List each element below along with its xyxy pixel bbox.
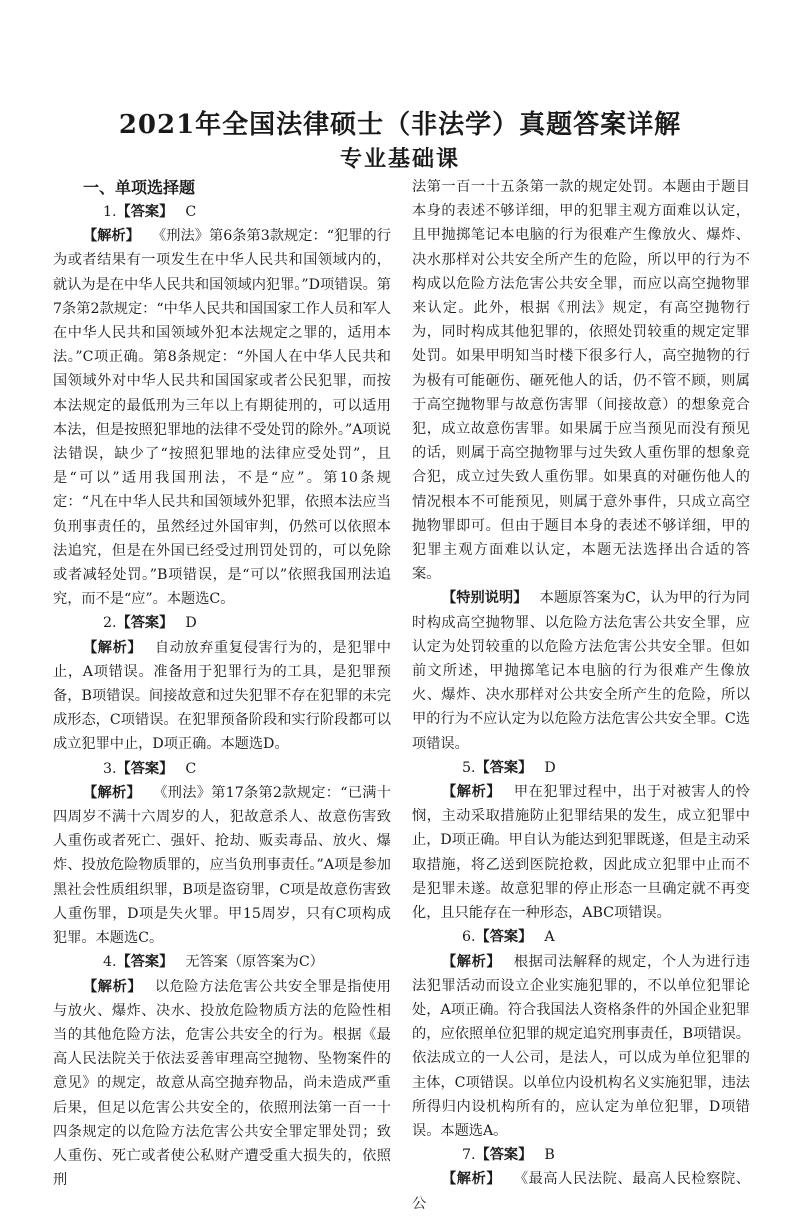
answer-label: 【答案】 xyxy=(475,759,533,776)
analysis-q3 xyxy=(53,781,391,950)
answer-line-q3 xyxy=(53,757,391,781)
answer-label: 【答案】 xyxy=(475,1147,533,1164)
analysis-label: 【解析】 xyxy=(83,978,143,995)
answer-line-q6 xyxy=(412,925,750,949)
analysis-text: 《最高人民法院、最高人民检察院、公 xyxy=(412,1171,750,1212)
analysis-text: 《刑法》第6条第3款规定：“犯罪的行为或者结果有一项发生在中华人民共和国领域内的，就认为是在中华人民共和国领域内犯罪。”D项错误。第7条第2款规定：“中华人民共和国国家工作人员和军人在中华人民共和国领域外犯本法规定之罪的，适用本法。”C项正确。第8条规定：“外国人在中华人民共和国领域外对中华人民共和国国家或者公民犯罪，而按本法规定的最低刑为三年以上有期徒刑的，可以适用本法，但是按照犯罪地的法律不受处罚的除外。”A项说法错误，缺少了“按照犯罪地的法律应受处罚”，且是“可以”适用我国刑法，不是“应”。第10条规定：“凡在中华人民共和国领域外犯罪，依照本法应当负刑事责任的，虽然经过外国审判，仍然可以依照本法追究，但是在外国已经受过刑罚处罚的，可以免除或者减轻处罚。”B项错误，是“可以”依照我国刑法追究，而不是“应”。本题选C。 xyxy=(53,228,391,608)
answer-label: 【答案】 xyxy=(116,954,174,971)
analysis-label: 【解析】 xyxy=(83,639,143,656)
answer-label: 【答案】 xyxy=(116,615,174,632)
analysis-q2 xyxy=(53,636,391,757)
answer-line-q5 xyxy=(412,756,750,780)
question-number: 5. xyxy=(462,759,476,776)
answer-value: D xyxy=(185,615,197,632)
analysis-label: 【解析】 xyxy=(442,784,502,801)
answer-value: A xyxy=(544,929,555,946)
right-column xyxy=(412,175,750,1216)
question-number: 2. xyxy=(103,615,117,632)
answer-line-q4 xyxy=(53,950,391,974)
question-number: 1. xyxy=(103,204,117,220)
analysis-label: 【解析】 xyxy=(442,1171,502,1188)
analysis-text: 以危险方法危害公共安全罪是指使用与放火、爆炸、决水、投放危险物质方法的危险性相当的其他危险方法，危害公共安全的行为。根据《最高人民法院关于依法妥善审理高空抛物、坠物案件的意见》的规定，故意从高空抛弃物品，尚未造成严重后果，但足以危害公共安全的，依照刑法第一百一十四条规定的以危险方法危害公共安全罪定罪处罚；致人重伤、死亡或者使公私财产遭受重大损失的，依照刑 xyxy=(53,978,391,1189)
answer-value: 无答案（原答案为C） xyxy=(185,954,324,971)
analysis-q7 xyxy=(412,1167,750,1215)
analysis-q4-part1 xyxy=(53,975,391,1193)
analysis-label: 【解析】 xyxy=(83,784,141,801)
special-text: 本题原答案为C，认为甲的行为同时构成高空抛物罪、以危险方法危害公共安全罪，应认定为处罚较重的以危险方法危害公共安全罪。但如前文所述，甲抛掷笔记本电脑的行为很难产生像放火、爆炸、决水那样对公共安全所产生的危险，所以甲的行为不应认定为以危险方法危害公共安全罪。C选项错误。 xyxy=(412,590,750,752)
analysis-text: 甲在犯罪过程中，出于对被害人的怜悯，主动采取措施防止犯罪结果的发生，成立犯罪中止，D项正确。甲自认为能达到犯罪既遂，但是主动采取措施，将乙送到医院抢救，因此成立犯罪中止而不是犯罪未遂。故意犯罪的停止形态一旦确定就不再变化，且只能存在一种形态，ABC项错误。 xyxy=(412,784,750,922)
answer-line-q2 xyxy=(53,611,391,635)
answer-value: C xyxy=(185,760,197,777)
page-subtitle: 专业基础课 xyxy=(339,146,460,172)
question-number: 6. xyxy=(462,929,476,946)
analysis-q5 xyxy=(412,780,750,925)
question-number: 7. xyxy=(462,1147,476,1164)
answer-line-q1 xyxy=(53,200,391,224)
question-number: 3. xyxy=(103,760,117,777)
question-number: 4. xyxy=(103,954,117,971)
special-label: 【特别说明】 xyxy=(442,590,528,607)
page-title: 2021年全国法律硕士（非法学）真题答案详解 xyxy=(118,110,682,140)
special-note-q4 xyxy=(412,586,750,755)
analysis-text: 自动放弃重复侵害行为的，是犯罪中止，A项错误。准备用于犯罪行为的工具，是犯罪预备，B项错误。间接故意和过失犯罪不存在犯罪的未完成形态，C项错误。在犯罪预备阶段和实行阶段都可以成立犯罪中止，D项正确。本题选D。 xyxy=(53,639,391,753)
analysis-label: 【解析】 xyxy=(442,953,502,970)
section-heading: 一、单项选择题 xyxy=(83,178,196,197)
answer-value: D xyxy=(544,759,556,776)
answer-label: 【答案】 xyxy=(116,204,174,220)
analysis-text: 《刑法》第17条第2款规定：“已满十四周岁不满十六周岁的人，犯故意杀人、故意伤害致人重伤或者死亡、强奸、抢劫、贩卖毒品、放火、爆炸、投放危险物质罪的，应当负刑事责任。”A项是参加黑社会性质组织罪，B项是盗窃罪，C项是故意伤害致人重伤罪，D项是失火罪。甲15周岁，只有C项构成犯罪。本题选C。 xyxy=(53,784,391,947)
analysis-q4-part2: 法第一百一十五条第一款的规定处罚。本题由于题目本身的表述不够详细，甲的犯罪主观方面难以认定，且甲抛掷笔记本电脑的行为很难产生像放火、爆炸、决水那样对公共安全所产生的危险，所以甲的行为不构成以危险方法危害公共安全罪，而应以高空抛物罪来认定。此外，根据《刑法》规定，有高空抛物行为，同时构成其他犯罪的，依照处罚较重的规定定罪处罚。如果甲明知当时楼下很多行人，高空抛物的行为极有可能砸伤、砸死他人的话，仍不管不顾，则属于高空抛物罪与故意伤害罪（间接故意）的想象竞合犯，成立故意伤害罪。如果属于应当预见而没有预见的话，则属于高空抛物罪与过失致人重伤罪的想象竞合犯，成立过失致人重伤罪。如果真的对砸伤他人的情况根本不可能预见，则属于意外事件，只成立高空抛物罪即可。但由于题目本身的表述不够详细，甲的犯罪主观方面难以认定，本题无法选择出合适的答案。 xyxy=(412,179,750,583)
answer-value: C xyxy=(185,204,197,220)
left-column xyxy=(53,175,391,1192)
analysis-q1 xyxy=(53,224,391,611)
analysis-q6 xyxy=(412,950,750,1144)
analysis-label: 【解析】 xyxy=(83,228,140,245)
answer-line-q7 xyxy=(412,1143,750,1167)
answer-value: B xyxy=(544,1147,555,1164)
answer-label: 【答案】 xyxy=(475,929,533,946)
analysis-text: 根据司法解释的规定，个人为进行违法犯罪活动而设立企业实施犯罪的，不以单位犯罪论处，A项正确。符合我国法人资格条件的外国企业犯罪的，应依照单位犯罪的规定追究刑事责任，B项错误。依法成立的一人公司，是法人，可以成为单位犯罪的主体，C项错误。以单位内设机构名义实施犯罪，违法所得归内设机构所有的，应认定为单位犯罪，D项错误。本题选A。 xyxy=(412,953,750,1139)
answer-label: 【答案】 xyxy=(116,760,174,777)
